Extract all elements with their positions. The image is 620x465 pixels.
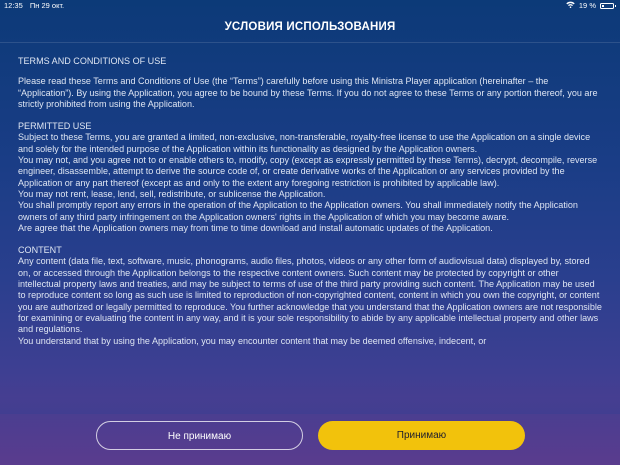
content-heading: CONTENT [18, 245, 62, 256]
content-paragraph-1: Any content (data file, text, software, music, phonograms, audio files, photos, videos or any other form of audiovisual data) displayed by, stored on, or accessed through the Application belongs to the respective content owners. Such content may be protected by copyright or other intellectual property laws and treaties, and may be subject to terms of use of the third party providing such content. The Application may be used to reproduce content so long as such use is limited to reproduction of non-copyrighted content, content in which you own the copyright, or content you are authorized or legally permitted to reproduce. You further acknowledge that you understand that the Application owners are not responsible for examining or evaluating the content in any way, and it is your sole responsibility to abide by any applicable intellectual property and other laws and regulations. [18, 256, 602, 335]
decline-button[interactable]: Не принимаю [96, 421, 303, 450]
terms-intro: Please read these Terms and Conditions of Use (the “Terms”) carefully before using this Ministra Player application (hereinafter – the “Application”). By using the Application, you agree to be bound by these Terms. If you do not agree to these Terms or any portion thereof, you are strictly prohibited from using the Application. [18, 76, 598, 109]
page-title: УСЛОВИЯ ИСПОЛЬЗОВАНИЯ [224, 21, 396, 33]
content-paragraph-2: You understand that by using the Application, you may encounter content that may be deemed offensive, indecent, or [18, 335, 487, 346]
status-bar [0, 0, 620, 12]
content-fade [0, 396, 620, 414]
permitted-use-paragraph-1: Subject to these Terms, you are granted a limited, non-exclusive, non-transferable, royalty-free license to use the Application on a single device and solely for the intended purpose of the Application within its functionality as designed by the Application owners. [18, 132, 591, 154]
status-right [566, 0, 614, 12]
status-time: 12:35 [4, 1, 23, 10]
terms-heading: TERMS AND CONDITIONS OF USE [18, 56, 167, 66]
permitted-use-paragraph-5: Are agree that the Application owners may from time to time download and install automatic updates of the Application. [18, 222, 493, 233]
battery-percent: 19 % [578, 1, 596, 10]
battery-icon [600, 3, 614, 9]
permitted-use-paragraph-2: You may not, and you agree not to or enable others to, modify, copy (except as expressly permitted by these Terms), decrypt, decompile, reverse engineer, disassemble, attempt to derive the source code of, or create derivative works of the Application or any services provided by the Application or any part thereof (except as and only to the extent any foregoing restriction is prohibited by applicable law). [18, 155, 598, 188]
accept-button[interactable]: Принимаю [318, 421, 525, 450]
header-divider [0, 42, 620, 43]
terms-scroll-area[interactable] [18, 56, 603, 406]
permitted-use-paragraph-4: You shall promptly report any errors in the operation of the Application to the Application owners. You shall immediately notify the Application owners of any third party infringement on the Application owners' rights in the Application of which you may become aware. [18, 200, 578, 222]
wifi-icon [566, 0, 575, 12]
status-left [4, 0, 69, 12]
status-date: Пн 29 окт. [29, 1, 65, 10]
permitted-use-paragraph-3: You may not rent, lease, lend, sell, redistribute, or sublicense the Application. [18, 188, 326, 199]
permitted-use-heading: PERMITTED USE [18, 121, 92, 132]
